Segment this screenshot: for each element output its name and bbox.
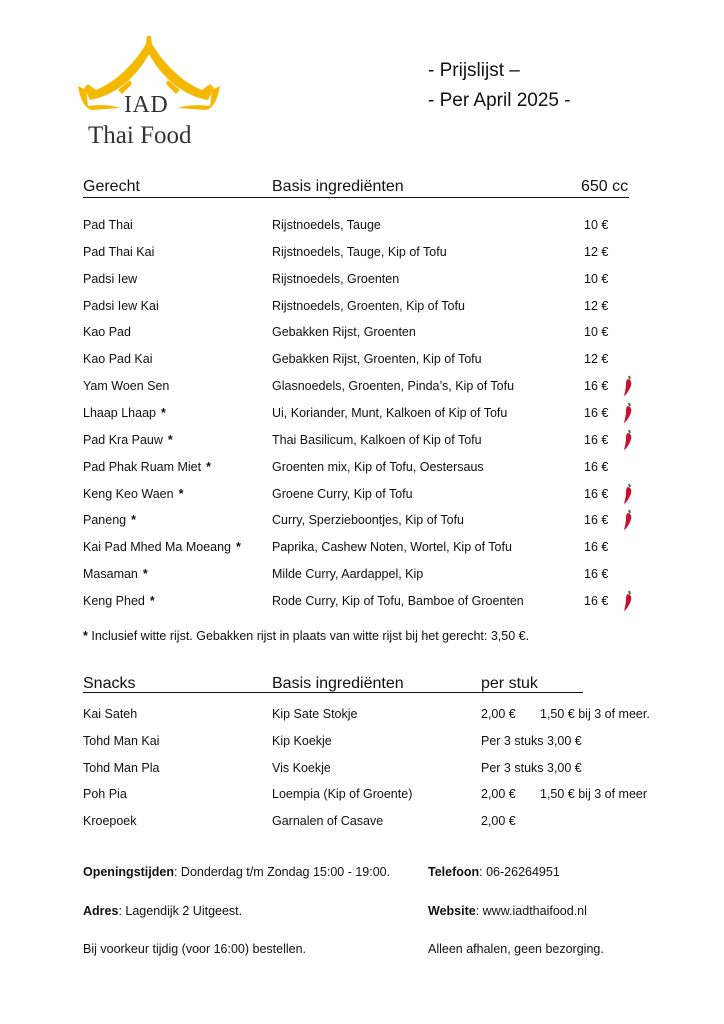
dish-row [0,325,724,347]
dish-price: 16 € [584,379,609,394]
snack-bulk-price: 1,50 € bij 3 of meer. [540,707,650,721]
dish-ingredients: Groene Curry, Kip of Tofu [272,486,413,501]
snacks-col-price: per stuk [481,675,538,692]
dish-price: 10 € [584,218,609,232]
snack-price: Per 3 stuks 3,00 € [481,733,582,748]
snack-price: Per 3 stuks 3,00 € [481,760,582,775]
dish-name: Kao Pad Kai [83,352,153,367]
dish-row [0,218,724,240]
order-note: Bij voorkeur tijdig (voor 16:00) bestellen. [83,942,307,956]
note-star: * [83,629,88,643]
dish-name: Pad Thai Kai [83,244,155,259]
dish-row [0,594,724,616]
dish-price: 16 € [584,459,609,474]
snack-name: Kroepoek [83,814,137,828]
snack-row [0,707,724,729]
dish-name: Masaman * [83,567,148,582]
chili-pepper-icon [622,590,634,615]
snacks-col-name: Snacks [83,675,136,692]
dish-row [0,406,724,428]
snack-ingredients: Kip Sate Stokje [272,707,358,721]
address-value: : Lagendijk 2 Uitgeest. [118,904,243,918]
pickup-note: Alleen afhalen, geen bezorging. [428,942,604,956]
rice-note [83,629,529,643]
dish-ingredients: Paprika, Cashew Noten, Wortel, Kip of Tofu [272,540,512,555]
dish-name: Kao Pad [83,325,131,340]
dish-row [0,379,724,401]
chili-pepper-icon [622,483,634,508]
dish-price: 16 € [584,567,609,582]
dish-ingredients: Thai Basilicum, Kalkoen of Kip of Tofu [272,432,482,447]
dishes-col-name: Gerecht [83,178,140,195]
dish-name: Paneng * [83,513,136,528]
dish-row [0,245,724,267]
dish-ingredients: Curry, Sperzieboontjes, Kip of Tofu [272,513,464,528]
dish-row [0,352,724,374]
dish-name: Kai Pad Mhed Ma Moeang * [83,540,241,555]
snack-row [0,787,724,809]
dish-ingredients: Gebakken Rijst, Groenten, Kip of Tofu [272,352,482,367]
title-line-1: - Prijslijst – [428,60,520,81]
dish-name: Keng Phed * [83,593,155,608]
dish-row [0,540,724,562]
dish-ingredients: Rijstnoedels, Groenten, Kip of Tofu [272,298,465,313]
dish-ingredients: Rijstnoedels, Tauge, Kip of Tofu [272,244,447,259]
dish-name: Yam Woen Sen [83,379,170,394]
address-label: Adres [83,904,119,918]
chili-pepper-icon [622,375,634,400]
snack-ingredients: Garnalen of Casave [272,814,384,828]
dish-row [0,513,724,535]
dish-name: Keng Keo Waen * [83,486,184,501]
address [83,904,242,918]
website-value: : www.iadthaifood.nl [475,904,587,918]
website-label: Website [428,904,476,918]
dish-row [0,272,724,294]
snack-name: Kai Sateh [83,707,138,721]
dish-price: 16 € [584,540,609,555]
chili-pepper-icon [622,429,634,454]
website [428,904,587,918]
logo-text-thai-food: Thai Food [88,122,192,149]
hours-label: Openingstijden [83,865,174,879]
note-text: Inclusief witte rijst. Gebakken rijst in plaats van witte rijst bij het gerecht: 3,50 €. [87,629,530,643]
dish-price: 10 € [584,271,609,286]
dish-price: 16 € [584,432,609,447]
dish-ingredients: Gebakken Rijst, Groenten [272,325,416,340]
dishes-col-size: 650 cc [581,178,629,195]
hours-value: : Donderdag t/m Zondag 15:00 - 19:00. [173,865,391,879]
title-line-2: - Per April 2025 - [428,90,571,111]
dish-price: 16 € [584,486,609,501]
dish-ingredients: Rijstnoedels, Tauge [272,218,381,232]
dish-name: Padsi Iew [83,271,138,286]
dish-price: 12 € [584,352,609,367]
dish-price: 12 € [584,244,609,259]
dishes-header-underline [83,197,629,198]
snack-name: Tohd Man Pla [83,760,160,775]
dish-ingredients: Ui, Koriander, Munt, Kalkoen of Kip of Tofu [272,405,508,420]
logo [74,34,224,154]
snack-ingredients: Vis Koekje [272,760,331,775]
snack-price: 2,00 € [481,814,516,828]
snack-price: 2,00 € [481,707,516,721]
snack-row [0,761,724,783]
dish-row [0,299,724,321]
snack-price: 2,00 € [481,787,516,802]
chili-pepper-icon [622,509,634,534]
dish-name: Padsi Iew Kai [83,298,159,313]
snack-name: Tohd Man Kai [83,733,160,748]
snack-bulk-price: 1,50 € bij 3 of meer [540,787,648,802]
dish-ingredients: Milde Curry, Aardappel, Kip [272,567,424,582]
dish-price: 16 € [584,593,609,608]
phone-value: : 06-26264951 [479,865,560,879]
dish-price: 10 € [584,325,609,340]
snack-row [0,734,724,756]
dish-price: 12 € [584,298,609,313]
dish-ingredients: Glasnoedels, Groenten, Pinda’s, Kip of Tofu [272,379,515,394]
dish-row [0,487,724,509]
snack-row [0,814,724,836]
dish-row [0,460,724,482]
dish-name: Pad Phak Ruam Miet * [83,459,211,474]
dish-row [0,433,724,455]
phone-label: Telefoon [428,865,480,879]
snacks-header-underline [83,692,583,693]
dish-ingredients: Rode Curry, Kip of Tofu, Bamboe of Groenten [272,593,524,608]
price-list-title [428,56,571,116]
dish-name: Pad Thai [83,218,133,232]
logo-text-iad: IAD [124,92,169,118]
dishes-col-ingredients: Basis ingrediënten [272,178,404,195]
chili-pepper-icon [622,402,634,427]
dish-name: Lhaap Lhaap * [83,405,166,420]
dish-ingredients: Rijstnoedels, Groenten [272,271,400,286]
snack-ingredients: Kip Koekje [272,733,332,748]
snacks-col-ingredients: Basis ingrediënten [272,675,404,692]
dish-price: 16 € [584,405,609,420]
snack-ingredients: Loempia (Kip of Groente) [272,787,413,802]
dish-name: Pad Kra Pauw * [83,432,173,447]
dish-row [0,567,724,589]
snack-name: Poh Pia [83,787,127,802]
phone [428,865,560,879]
dish-ingredients: Groenten mix, Kip of Tofu, Oestersaus [272,459,484,474]
opening-hours [83,865,390,879]
dish-price: 16 € [584,513,609,528]
